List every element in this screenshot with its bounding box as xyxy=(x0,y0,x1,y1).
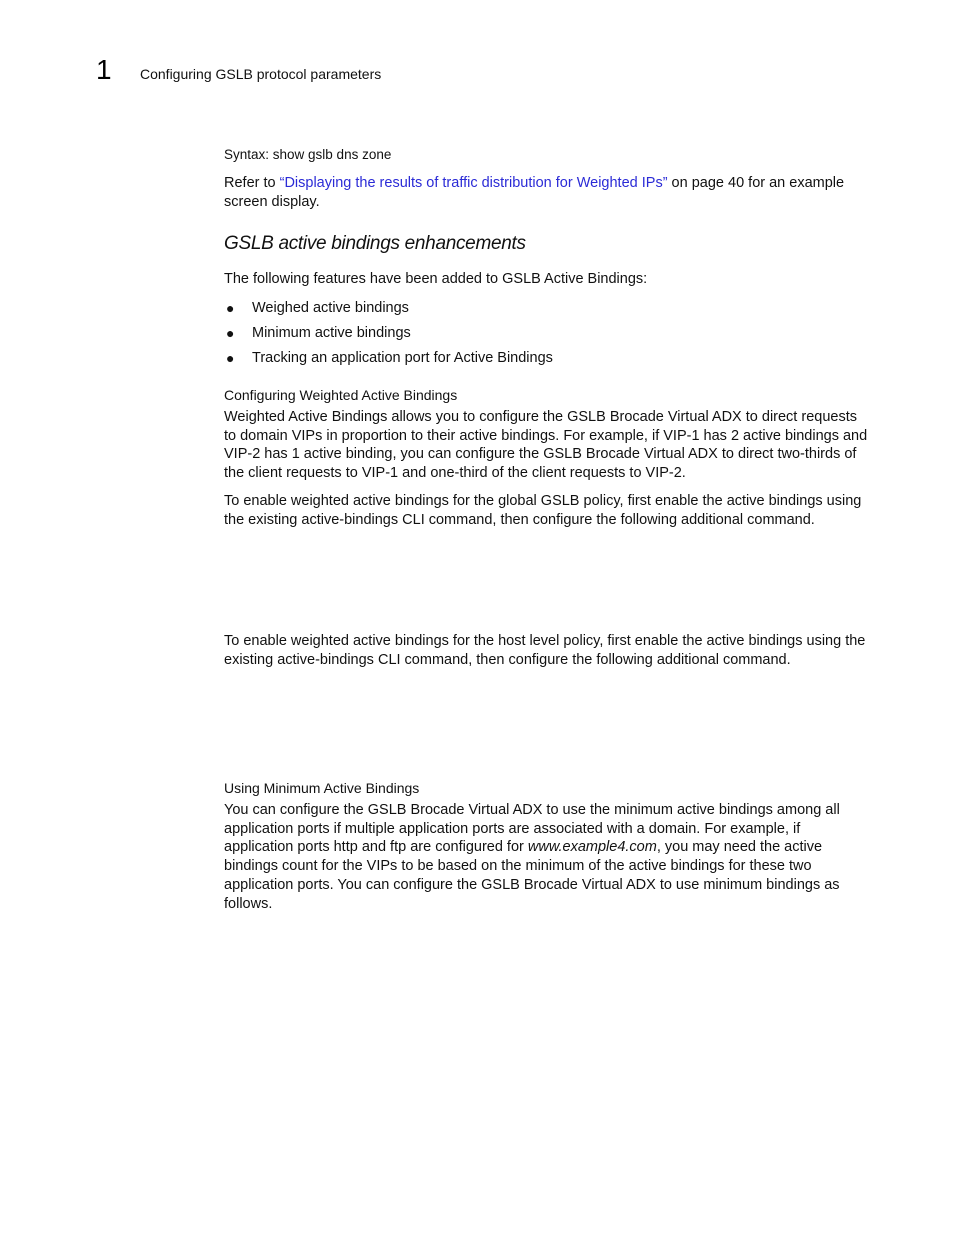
list-item xyxy=(224,349,872,374)
global-prefix: To enable weighted active bindings for the global GSLB policy, first enable the active bindings using the existing xyxy=(224,493,862,528)
weighted-ips-link[interactable]: “Displaying the results of traffic distribution for Weighted IPs” xyxy=(279,175,668,191)
section-intro: The following features have been added to GSLB Active Bindings: xyxy=(224,271,648,287)
bullet-icon: ● xyxy=(226,325,235,341)
weighted-subheading: Configuring Weighted Active Bindings xyxy=(224,387,458,403)
chapter-number: 1 xyxy=(96,54,112,85)
list-item xyxy=(224,324,872,349)
global-suffix: CLI command, then configure the following additional command. xyxy=(398,511,815,528)
active-bindings-command: active-bindings xyxy=(301,511,399,528)
chapter-title: Configuring GSLB protocol parameters xyxy=(140,66,382,82)
global-policy-paragraph xyxy=(224,492,872,529)
minimum-suffix: , you may need the active bindings count for the VIPs to be based on the minimum of the active bindings for these two application ports. You can configure the GSLB Brocade Virtual ADX to use minimum bindings as follows. xyxy=(224,839,840,912)
refer-prefix: Refer to xyxy=(224,175,280,191)
weighted-description: Weighted Active Bindings allows you to configure the GSLB Brocade Virtual ADX to direct requests to domain VIPs in proportion to their active bindings. For example, if VIP-1 has 2 active bindings and VIP-2 has 1 active binding, you can configure the GSLB Brocade Virtual ADX to direct two-thirds of the client requests to VIP-1 and one-third of the client requests to VIP-2. xyxy=(224,409,868,482)
minimum-description xyxy=(224,801,872,913)
list-item-label: Weighed active bindings xyxy=(252,300,409,316)
active-bindings-command: active-bindings xyxy=(277,651,374,668)
host-prefix: To enable weighted active bindings for the host level policy, first enable the active bindings using the existing xyxy=(224,633,866,668)
minimum-prefix: You can configure the GSLB Brocade Virtual ADX to use the minimum active bindings among all application ports if multiple application ports are associated with a domain. For example, if application ports http and ftp are configured for xyxy=(224,802,840,856)
syntax-line: Syntax: show gslb dns zone xyxy=(224,147,392,162)
refer-suffix: on page 40 for an example screen display. xyxy=(224,175,845,210)
bullet-icon: ● xyxy=(226,300,235,316)
section-heading: GSLB active bindings enhancements xyxy=(224,233,526,254)
list-item-label: Minimum active bindings xyxy=(252,325,411,341)
example-domain: www.example4.com xyxy=(527,839,657,856)
minimum-subheading: Using Minimum Active Bindings xyxy=(224,780,420,796)
host-policy-paragraph xyxy=(224,632,872,669)
feature-list xyxy=(224,299,872,374)
refer-paragraph xyxy=(224,174,872,211)
list-item-label: Tracking an application port for Active Bindings xyxy=(252,350,553,366)
list-item xyxy=(224,299,872,324)
bullet-icon: ● xyxy=(226,350,235,366)
host-suffix: CLI command, then configure the following additional command. xyxy=(373,651,791,668)
